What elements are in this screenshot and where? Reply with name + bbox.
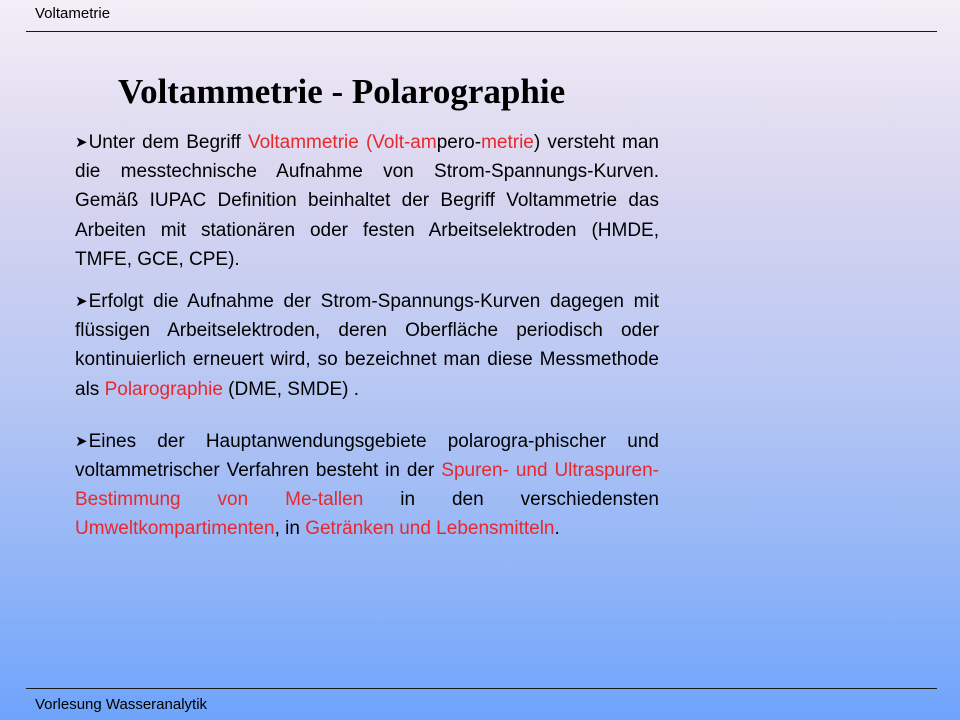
text-segment: Erfolgt die Aufnahme der Strom-Spannungs-Kurven dagegen mit flüssigen Arbeitselektroden, deren Oberfläche periodisch oder kontinuierlich erneuert wird, so bezeichnet man diese Messmethode als [75,291,659,400]
highlight-text: Spuren- und Ultraspuren-Bestimmung von Me-tallen [75,460,659,511]
paragraph-polarographie [75,287,659,404]
arrowhead-bullet-icon: ➤ [75,293,88,311]
text-segment: (DME, SMDE) . [222,378,360,400]
paragraph-voltammetrie [75,128,659,274]
footer-divider [26,688,937,689]
highlight-text: Polarographie [104,378,223,400]
text-segment: Unter dem Begriff [88,132,248,153]
highlight-text: Umweltkompartimenten [75,518,275,540]
highlight-text: metrie [481,132,534,153]
text-segment: , in [274,518,306,540]
highlight-text: Voltammetrie (Volt-am [247,132,437,153]
slide-title: Voltammetrie - Polarographie [118,72,566,111]
arrowhead-bullet-icon: ➤ [75,432,88,450]
text-segment: ) versteht man die messtechnische Aufnahme von Strom-Spannungs-Kurven. Gemäß IUPAC Definition beinhaltet der Begriff Voltammetrie das Arbeiten mit stationären oder festen Arbeitselektroden (HMDE, TMFE, GCE, CPE). [75,132,659,270]
slide-footer-label: Vorlesung Wasseranalytik [35,696,208,713]
text-segment: . [554,518,560,540]
header-divider [26,31,937,32]
highlight-text: Getränken und Lebensmitteln [305,518,555,540]
text-segment: Eines der Hauptanwendungsgebiete polarogra-phischer und voltammetrischer Verfahren besteht in der [75,430,659,482]
arrowhead-bullet-icon: ➤ [75,134,88,151]
paragraph-anwendungsgebiete [75,427,659,544]
text-segment: pero- [436,132,482,153]
slide-content [75,128,659,544]
text-segment: in den verschiedensten [363,489,659,511]
slide-header-label: Voltametrie [35,5,111,22]
